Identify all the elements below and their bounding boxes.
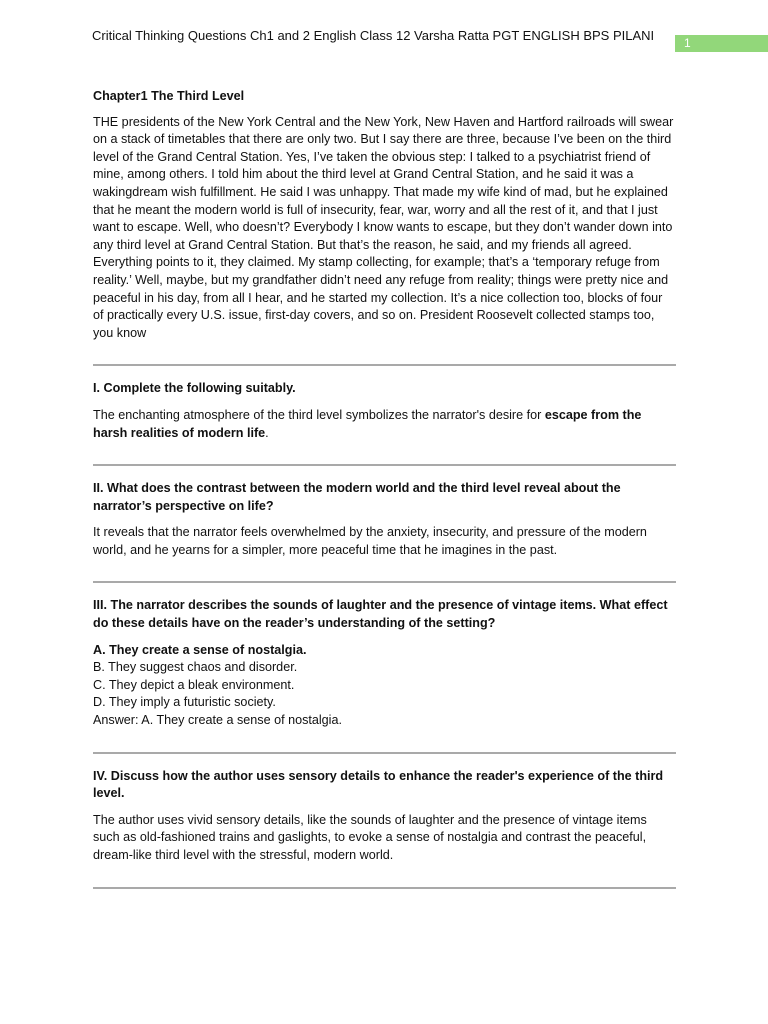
question-1-title: I. Complete the following suitably.: [93, 381, 296, 396]
page-header: Critical Thinking Questions Ch1 and 2 English Class 12 Varsha Ratta PGT ENGLISH BPS PILANI: [92, 28, 655, 43]
question-2: [93, 480, 676, 559]
section-divider: [93, 464, 676, 466]
option-a: A. They create a sense of nostalgia.: [93, 642, 307, 657]
question-4-title: IV. Discuss how the author uses sensory details to enhance the reader's experience of the third level.: [93, 768, 664, 801]
section-divider: [93, 364, 676, 366]
question-2-answer: It reveals that the narrator feels overwhelmed by the anxiety, insecurity, and pressure of the modern world, and he yearns for a simpler, more peaceful time that he imagines in the past.: [93, 525, 647, 557]
question-1: [93, 380, 676, 442]
chapter-passage: THE presidents of the New York Central and the New York, New Haven and Hartford railroads will swear on a stack of timetables that there are only two. But I say there are three, because I’ve been on the third level of the Grand Central Station. Yes, I’ve taken the obvious step: I talked to a psychiatrist friend of mine, among others. I told him about the third level at Grand Central Station, and he said it was a wakingdream wish fulfillment. He said I was unhappy. That made my wife kind of mad, but he explained that he meant the modern world is full of insecurity, fear, war, worry and all the rest of it, and that I just want to escape. Well, who doesn’t? Everybody I know wants to escape, but they don’t wander down into any third level at Grand Central Station. But that’s the reason, he said, and my friends all agreed. Everything points to it, they claimed. My stamp collecting, for example; that’s a ‘temporary refuge from reality.’ Well, maybe, but my grandfather didn’t need any refuge from reality; things were pretty nice and peaceful in his day, from all I hear, and he started my collection. It’s a nice collection too, blocks of four of practically every U.S. issue, first-day covers, and so on. President Roosevelt collected stamps too, you know: [93, 114, 674, 340]
option-b: B. They suggest chaos and disorder.: [93, 660, 298, 675]
question-3-answer: Answer: A. They create a sense of nostalgia.: [93, 713, 342, 728]
section-divider: [93, 887, 676, 889]
question-3: [93, 597, 676, 729]
question-3-options: [93, 642, 676, 730]
question-2-title: II. What does the contrast between the modern world and the third level reveal about the narrator’s perspective on life?: [93, 481, 621, 513]
question-1-answer: [93, 407, 676, 442]
question-4-answer: The author uses vivid sensory details, like the sounds of laughter and the presence of vintage items such as old-fashioned trains and gaslights, to evoke a sense of nostalgia and contrast the peaceful, dream-like third level with the stressful, modern world.: [93, 812, 647, 862]
question-3-title: III. The narrator describes the sounds of laughter and the presence of vintage items. What effect do these details have on the reader’s understanding of the setting?: [93, 598, 668, 631]
section-divider: [93, 581, 676, 583]
section-divider: [93, 752, 676, 754]
option-d: D. They imply a futuristic society.: [93, 695, 276, 710]
page-number-badge: 1: [675, 35, 768, 52]
question-1-answer-suffix: .: [265, 425, 269, 440]
option-c: C. They depict a bleak environment.: [93, 677, 295, 692]
question-1-answer-prefix: The enchanting atmosphere of the third level symbolizes the narrator's desire for: [93, 407, 545, 422]
question-1-answer-highlight: escape from the harsh realities of modern life: [93, 407, 642, 440]
document-body: [93, 88, 676, 903]
chapter-title: Chapter1 The Third Level: [93, 89, 245, 103]
question-4: [93, 768, 676, 865]
